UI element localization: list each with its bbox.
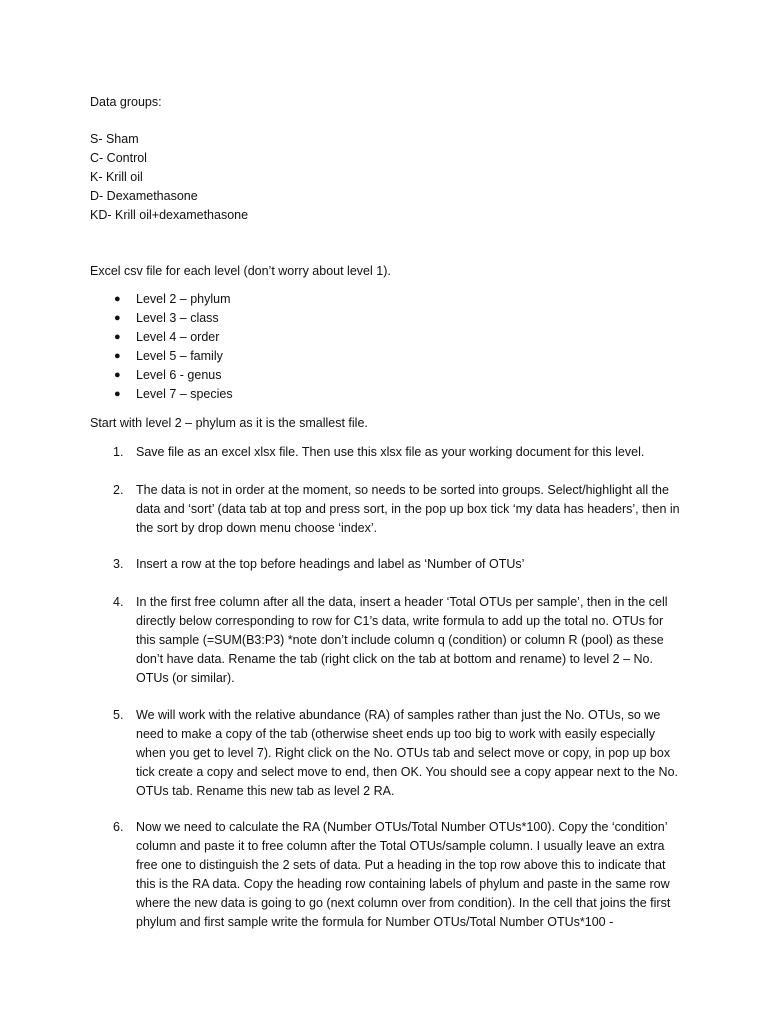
step-number: 3. — [113, 557, 124, 571]
start-text: Start with level 2 – phylum as it is the smallest file. — [90, 416, 368, 430]
bullet-icon: ● — [114, 350, 121, 362]
level-item: Level 2 – phylum — [136, 292, 231, 306]
group-item: D- Dexamethasone — [90, 189, 198, 203]
step-number: 1. — [113, 445, 124, 459]
step-number: 4. — [113, 595, 124, 609]
bullet-icon: ● — [114, 369, 121, 381]
excel-intro: Excel csv file for each level (don’t worry about level 1). — [90, 264, 391, 278]
bullet-icon: ● — [114, 388, 121, 400]
step-text: Save file as an excel xlsx file. Then use this xlsx file as your working document for this level. — [136, 445, 645, 459]
step-text: Now we need to calculate the RA (Number OTUs/Total Number OTUs*100). Copy the ‘condition’ column and paste it to free column after the Total OTUs/sample column. I usually leave an extra free one to distinguish the 2 sets of data. Put a heading in the top row above this to indicate that this is the RA data. Copy the heading row containing labels of phylum and paste in the same row where the new data is going to go (next column over from condition). In the cell that joins the first phylum and first sample write the formula for Number OTUs/Total Number OTUs*100 - — [136, 820, 671, 929]
group-item: S- Sham — [90, 132, 139, 146]
bullet-icon: ● — [114, 331, 121, 343]
level-item: Level 4 – order — [136, 330, 220, 344]
level-item: Level 5 – family — [136, 349, 223, 363]
data-groups-heading: Data groups: — [90, 95, 162, 109]
group-item: C- Control — [90, 151, 147, 165]
level-item: Level 7 – species — [136, 387, 233, 401]
group-item: K- Krill oil — [90, 170, 143, 184]
bullet-icon: ● — [114, 293, 121, 305]
step-number: 5. — [113, 708, 124, 722]
step-text: We will work with the relative abundance (RA) of samples rather than just the No. OTUs, so we need to make a copy of the tab (otherwise sheet ends up too big to work with easily especially when you get to level 7). Right click on the No. OTUs tab and select move or copy, in pop up box tick create a copy and select move to end, then OK. You should see a copy appear next to the No. OTUs tab. Rename this new tab as level 2 RA. — [136, 708, 679, 798]
bullet-icon: ● — [114, 312, 121, 324]
level-item: Level 3 – class — [136, 311, 219, 325]
step-text: In the first free column after all the data, insert a header ‘Total OTUs per sample’, then in the cell directly below corresponding to row for C1’s data, write formula to add up the total no. OTUs for this sample (=SUM(B3:P3) *note don’t include column q (condition) or column R (pool) as these don’t have data. Rename the tab (right click on the tab at bottom and rename) to level 2 – No. OTUs (or similar). — [136, 595, 668, 685]
step-text: Insert a row at the top before headings and label as ‘Number of OTUs’ — [136, 557, 525, 571]
step-number: 2. — [113, 483, 124, 497]
step-text: The data is not in order at the moment, so needs to be sorted into groups. Select/highlight all the data and ‘sort’ (data tab at top and press sort, in the pop up box tick ‘my data has headers’, then in the sort by drop down menu choose ‘index’. — [136, 483, 680, 535]
step-number: 6. — [113, 820, 124, 834]
level-item: Level 6 - genus — [136, 368, 222, 382]
group-item: KD- Krill oil+dexamethasone — [90, 208, 249, 222]
